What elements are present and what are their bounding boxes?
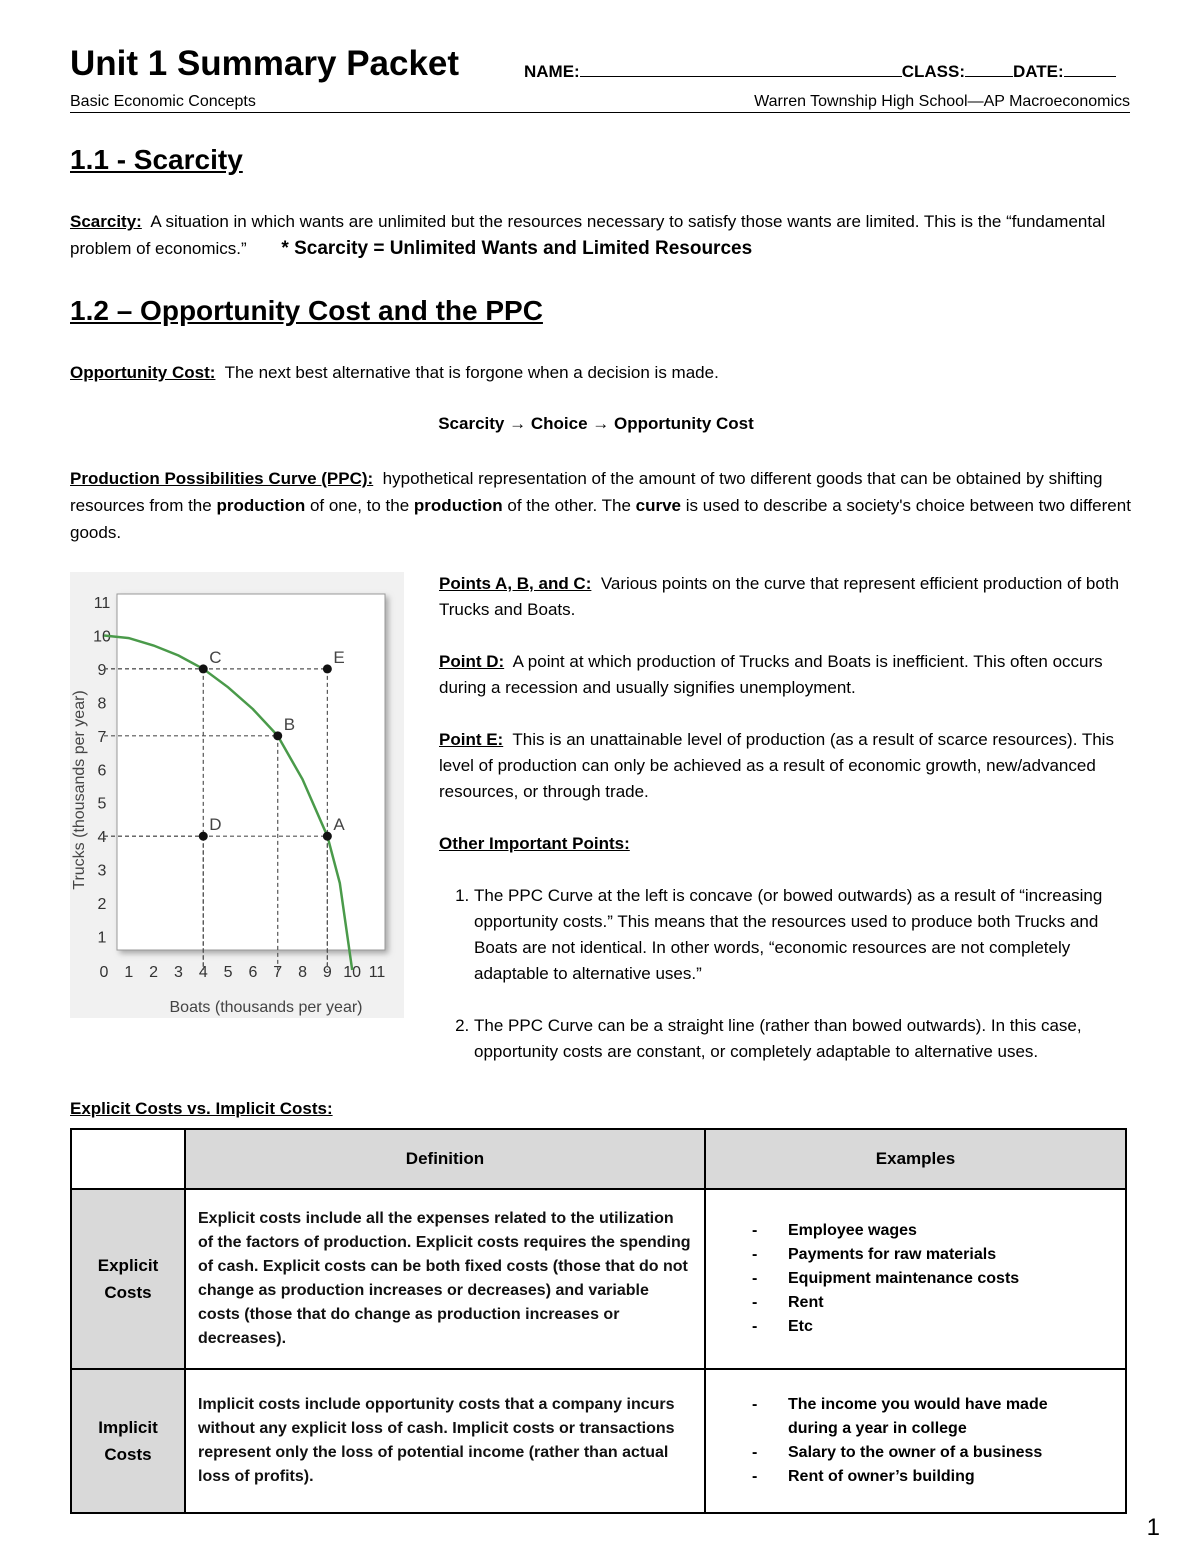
explicit-costs-label: Explicit Costs: [97, 1256, 159, 1302]
x-tick-label: 3: [174, 964, 183, 981]
class-label: CLASS:: [901, 62, 965, 81]
point-label-c: C: [209, 647, 222, 667]
implicit-costs-examples: [705, 1369, 1126, 1513]
list-item: 1. The PPC Curve at the left is concave (or bowed outwards) as a result of “increasing opportunity costs.” This means that the resources used to produce both Trucks and Boats are not identical. In other words, “economic resources are not completely adaptable to alternative uses.”: [474, 883, 1134, 987]
ppc-chart: [70, 572, 404, 1018]
scarcity-term: Scarcity:: [70, 212, 142, 231]
implicit-costs-head: [71, 1369, 185, 1513]
point-label-a: A: [333, 815, 345, 835]
point-e-text: This is an unattainable level of production (as a result of scarce resources). This level of production can only be achieved as a result of economic growth, new/advanced resources, or through trade.: [439, 730, 1114, 801]
point-label-b: B: [283, 714, 296, 734]
scarcity-text: A situation in which wants are unlimited but the resources necessary to satisfy those wants are limited. This is the “fundamental problem of economics.”: [70, 212, 1106, 258]
ppc-text: of the other. The: [502, 496, 636, 515]
point-a: [323, 832, 332, 841]
point-e: [439, 727, 1134, 805]
y-tick-label: 11: [93, 595, 111, 612]
name-class-date-line: [524, 60, 1116, 82]
y-tick-label: 3: [97, 862, 107, 880]
flow-scarcity: Scarcity: [438, 414, 505, 433]
ppc-text-bold: curve: [635, 496, 682, 515]
y-tick-label: 2: [97, 896, 107, 914]
point-d: [439, 649, 1134, 701]
class-blank[interactable]: [965, 60, 1013, 77]
points-explanation: [439, 571, 1134, 1091]
x-axis-label: Boats (thousands per year): [169, 999, 363, 1016]
list-item: - Etc: [752, 1315, 1111, 1339]
table-row: [71, 1189, 1126, 1369]
point-d: [199, 832, 208, 841]
x-tick-label: 1: [124, 964, 134, 981]
col-examples: Examples: [705, 1129, 1126, 1189]
point-c: [199, 664, 208, 673]
date-blank[interactable]: [1064, 60, 1116, 77]
name-blank[interactable]: [580, 60, 902, 77]
costs-table: [70, 1128, 1127, 1514]
points-abc: [439, 571, 1134, 623]
point-d-term: Point D:: [439, 652, 505, 671]
list-item: - Salary to the owner of a business: [752, 1441, 1052, 1465]
x-tick-label: 7: [273, 964, 283, 981]
y-tick-label: 4: [97, 829, 107, 847]
ppc-term: Production Possibilities Curve (PPC):: [70, 469, 374, 488]
ppc-text: hypothetical representation of the amount of two different goods that can be obtained by shifting resources from the: [70, 469, 1103, 515]
list-item: 2. The PPC Curve can be a straight line (rather than bowed outwards). In this case, opportunity costs are constant, or completely adaptable to alternative uses.: [474, 1013, 1134, 1065]
points-abc-term: Points A, B, and C:: [439, 574, 592, 593]
arrow-icon: →: [592, 414, 610, 433]
point-label-d: D: [209, 815, 222, 835]
implicit-costs-definition: Implicit costs include opportunity costs that a company incurs without any explicit loss of cash. Implicit costs or transactions represent only the loss of potential income (rather than actual loss of profits).: [185, 1369, 705, 1513]
col-definition: Definition: [185, 1129, 705, 1189]
implicit-costs-label: Implicit Costs: [98, 1418, 158, 1464]
subtitle-line: [70, 93, 1130, 113]
table-row: [71, 1369, 1126, 1513]
page-title: Unit 1 Summary Packet: [70, 44, 460, 83]
ppc-chart-svg: [70, 572, 404, 1018]
scarcity-definition: [70, 208, 1132, 262]
y-axis-label: Trucks (thousands per year): [71, 690, 88, 890]
point-e-term: Point E:: [439, 730, 504, 749]
explicit-costs-definition: Explicit costs include all the expenses related to the utilization of the factors of production. Explicit costs requires the spending of cash. Explicit costs can be both fixed costs (those that do not change as production increases or decreases) and variable costs (those that do change as production increases or decreases).: [185, 1189, 705, 1369]
ppc-text-bold: production: [413, 496, 503, 515]
x-tick-label: 2: [149, 964, 159, 981]
opportunity-cost-term: Opportunity Cost:: [70, 363, 216, 382]
scarcity-emphasis: * Scarcity = Unlimited Wants and Limited Resources: [281, 238, 753, 259]
name-label: NAME:: [524, 62, 580, 81]
arrow-icon: →: [509, 414, 527, 433]
x-tick-label: 8: [298, 964, 307, 981]
y-tick-label: 7: [97, 728, 107, 746]
point-e: [323, 664, 332, 673]
other-points-list: [439, 883, 1134, 1065]
other-points-term: Other Important Points:: [439, 834, 630, 853]
table-corner: [71, 1129, 185, 1189]
opportunity-cost-text: The next best alternative that is forgone when a decision is made.: [224, 363, 719, 382]
costs-table-title: Explicit Costs vs. Implicit Costs:: [70, 1099, 333, 1118]
section-heading-scarcity: 1.1 - Scarcity: [70, 144, 243, 175]
ppc-text: is used to describe a society's choice between two different goods.: [70, 496, 1131, 542]
subtitle-left: Basic Economic Concepts: [70, 93, 256, 110]
y-tick-label: 1: [97, 929, 107, 947]
opportunity-cost-definition: [70, 359, 1132, 386]
list-item: - Payments for raw materials: [752, 1243, 1111, 1267]
points-abc-text: Various points on the curve that represent efficient production of both Trucks and Boats.: [439, 574, 1120, 619]
explicit-costs-examples: [705, 1189, 1126, 1369]
x-tick-label: 9: [322, 964, 332, 981]
point-label-e: E: [333, 647, 345, 667]
list-item: - Equipment maintenance costs: [752, 1267, 1111, 1291]
section-heading-opportunity-cost: 1.2 – Opportunity Cost and the PPC: [70, 295, 543, 326]
x-tick-label: 5: [223, 964, 233, 981]
x-tick-label: 4: [198, 964, 208, 981]
ppc-text-bold: production: [216, 496, 306, 515]
flow-opportunity-cost: Opportunity Cost: [614, 414, 754, 433]
y-tick-label: 9: [97, 661, 107, 679]
x-tick-label: 0: [99, 964, 109, 981]
y-tick-label: 5: [97, 795, 107, 813]
y-tick-label: 10: [93, 628, 111, 646]
list-item: - Rent: [752, 1291, 1111, 1315]
page-number: 1: [1146, 1514, 1160, 1541]
x-tick-label: 10: [343, 964, 362, 981]
explicit-costs-head: [71, 1189, 185, 1369]
scarcity-flow: [0, 414, 1192, 434]
y-tick-label: 8: [97, 695, 107, 713]
point-b: [273, 731, 282, 740]
list-item: - The income you would have made during a year in college: [752, 1393, 1052, 1441]
date-label: DATE:: [1013, 62, 1064, 81]
ppc-text: of one, to the: [305, 496, 414, 515]
x-tick-label: 11: [368, 964, 386, 981]
list-item: - Employee wages: [752, 1219, 1111, 1243]
ppc-definition: [70, 465, 1132, 546]
subtitle-right: Warren Township High School—AP Macroeconomics: [754, 93, 1130, 110]
y-tick-label: 6: [97, 762, 107, 780]
table-header-row: [71, 1129, 1126, 1189]
x-tick-label: 6: [248, 964, 258, 981]
point-d-text: A point at which production of Trucks and Boats is inefficient. This often occurs during a recession and usually signifies unemployment.: [439, 652, 1103, 697]
flow-choice: Choice: [530, 414, 588, 433]
other-points-heading: [439, 831, 1134, 857]
list-item: - Rent of owner’s building: [752, 1465, 1052, 1489]
